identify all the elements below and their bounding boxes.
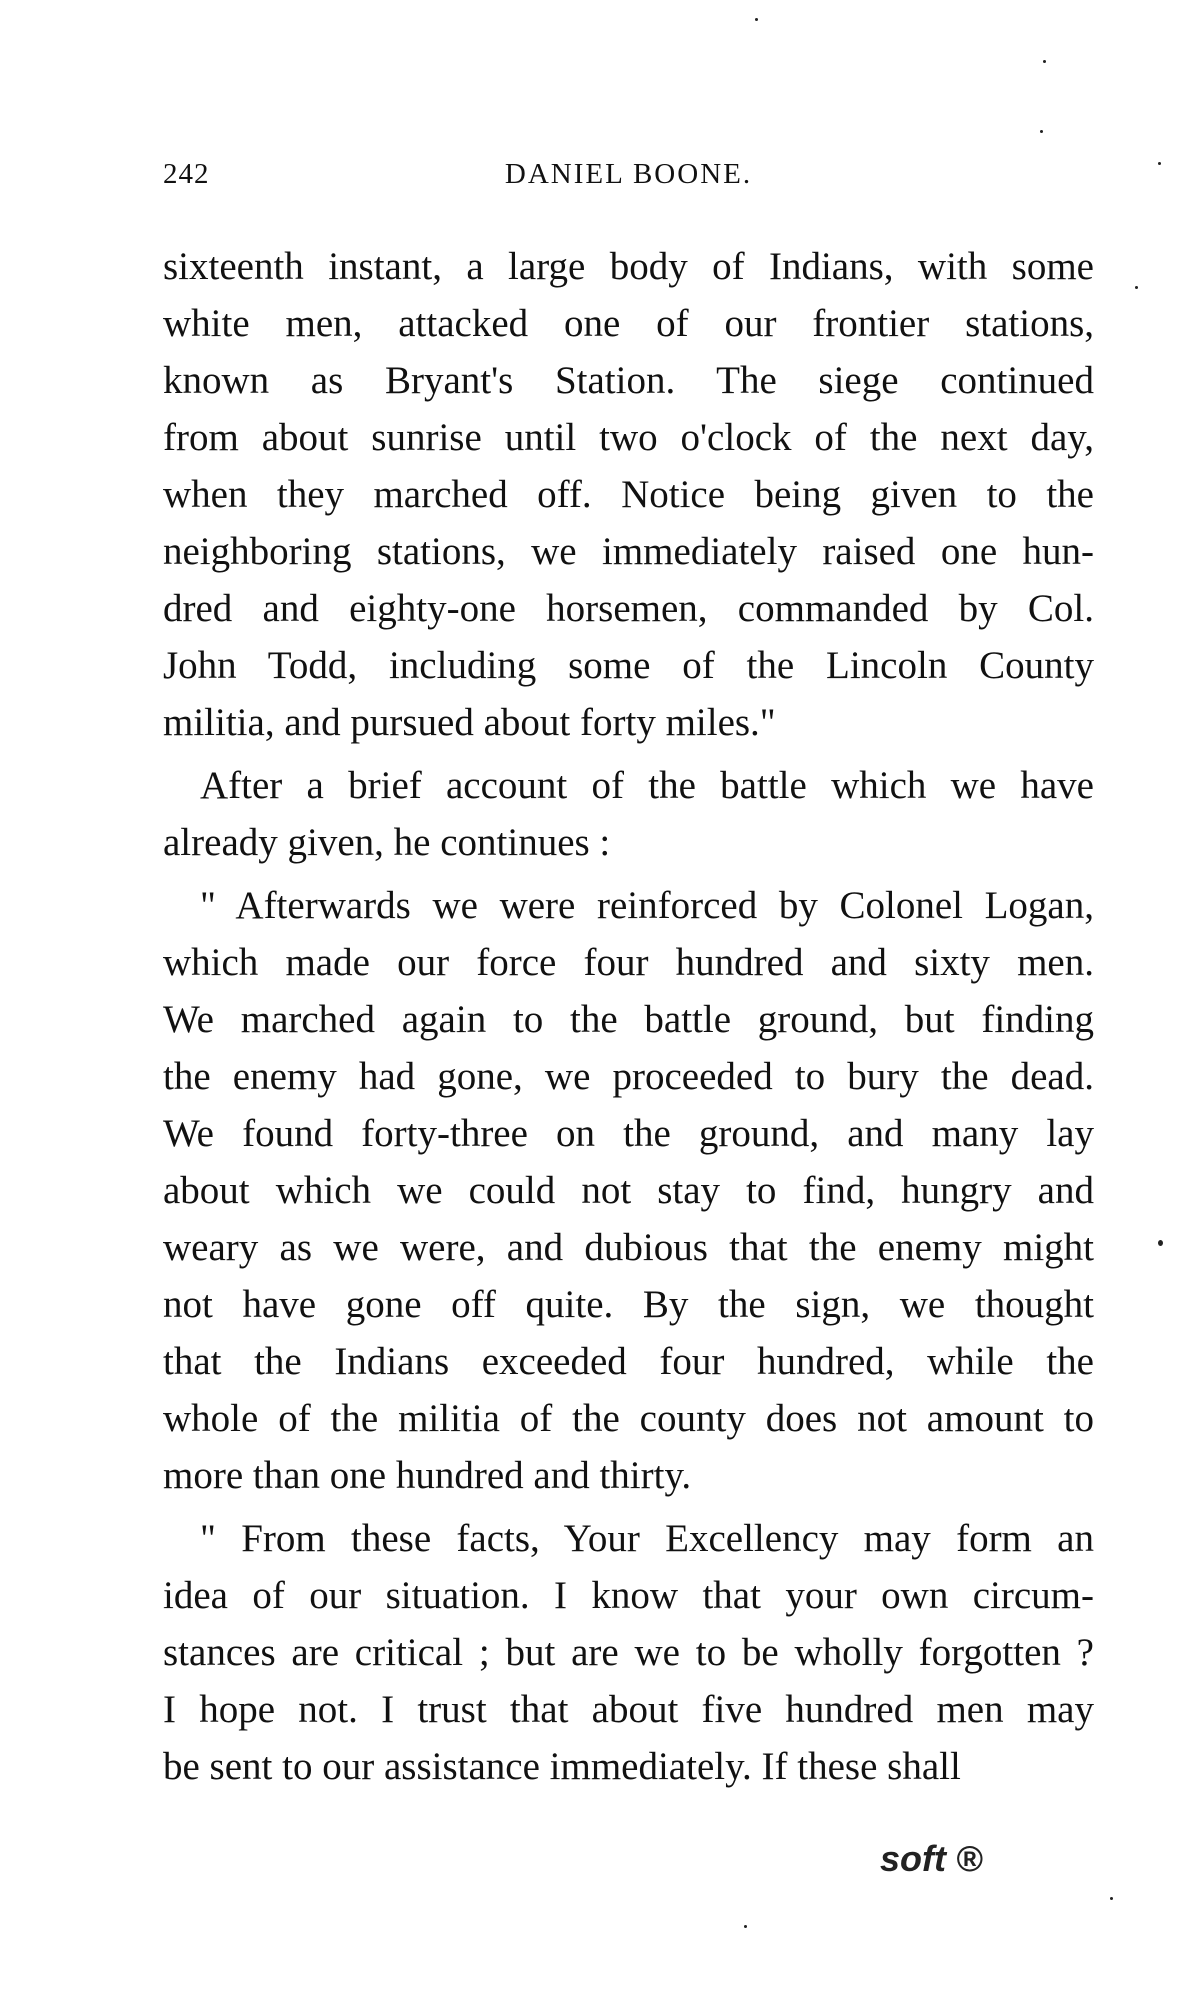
text-line: John Todd, including some of the Lincoln County bbox=[163, 644, 1094, 687]
scan-speck bbox=[744, 1925, 747, 1928]
paragraph bbox=[163, 757, 1094, 871]
text-line: neighboring stations, we immediately raised one hun- bbox=[163, 530, 1094, 573]
text-line: After a brief account of the battle which we have bbox=[200, 764, 1094, 807]
paragraph bbox=[163, 877, 1094, 1504]
text-line: weary as we were, and dubious that the enemy might bbox=[163, 1226, 1094, 1269]
page-header bbox=[163, 158, 1094, 198]
text-line: the enemy had gone, we proceeded to bury the dead. bbox=[163, 1055, 1094, 1098]
text-line: already given, he continues : bbox=[163, 821, 611, 864]
text-line: We found forty-three on the ground, and many lay bbox=[163, 1112, 1094, 1155]
scan-speck bbox=[1158, 162, 1161, 165]
text-line: idea of our situation. I know that your own circum- bbox=[163, 1574, 1094, 1617]
text-line: whole of the militia of the county does not amount to bbox=[163, 1397, 1094, 1440]
text-line: I hope not. I trust that about five hundred men may bbox=[163, 1688, 1094, 1731]
text-line: dred and eighty-one horsemen, commanded by Col. bbox=[163, 587, 1094, 630]
text-line: We marched again to the battle ground, but finding bbox=[163, 998, 1094, 1041]
text-line: more than one hundred and thirty. bbox=[163, 1454, 692, 1497]
text-line: which made our force four hundred and sixty men. bbox=[163, 941, 1094, 984]
paragraph bbox=[163, 238, 1094, 751]
text-line: from about sunrise until two o'clock of the next day, bbox=[163, 416, 1094, 459]
text-line: when they marched off. Notice being given to the bbox=[163, 473, 1094, 516]
text-line: not have gone off quite. By the sign, we thought bbox=[163, 1283, 1094, 1326]
scan-speck bbox=[1135, 286, 1138, 289]
scan-speck bbox=[1043, 60, 1046, 63]
page-body bbox=[163, 238, 1094, 1801]
text-line: about which we could not stay to find, hungry and bbox=[163, 1169, 1094, 1212]
paragraph bbox=[163, 1510, 1094, 1795]
text-line: militia, and pursued about forty miles." bbox=[163, 701, 776, 744]
scan-speck bbox=[1110, 1897, 1113, 1900]
text-line: " Afterwards we were reinforced by Colonel Logan, bbox=[200, 884, 1094, 927]
text-line: stances are critical ; but are we to be wholly forgotten ? bbox=[163, 1631, 1094, 1674]
text-line: be sent to our assistance immediately. If these shall bbox=[163, 1745, 961, 1788]
page-number: 242 bbox=[163, 158, 210, 190]
scan-speck bbox=[1040, 130, 1043, 133]
text-line: " From these facts, Your Excellency may form an bbox=[200, 1517, 1094, 1560]
text-line: sixteenth instant, a large body of Indians, with some bbox=[163, 245, 1094, 288]
running-title: DANIEL BOONE. bbox=[504, 158, 753, 190]
text-line: that the Indians exceeded four hundred, while the bbox=[163, 1340, 1094, 1383]
text-line: white men, attacked one of our frontier stations, bbox=[163, 302, 1094, 345]
scan-speck bbox=[755, 18, 758, 21]
watermark-stamp: soft ® bbox=[880, 1838, 983, 1879]
text-line: known as Bryant's Station. The siege continued bbox=[163, 359, 1094, 402]
scan-speck bbox=[1158, 1240, 1163, 1246]
